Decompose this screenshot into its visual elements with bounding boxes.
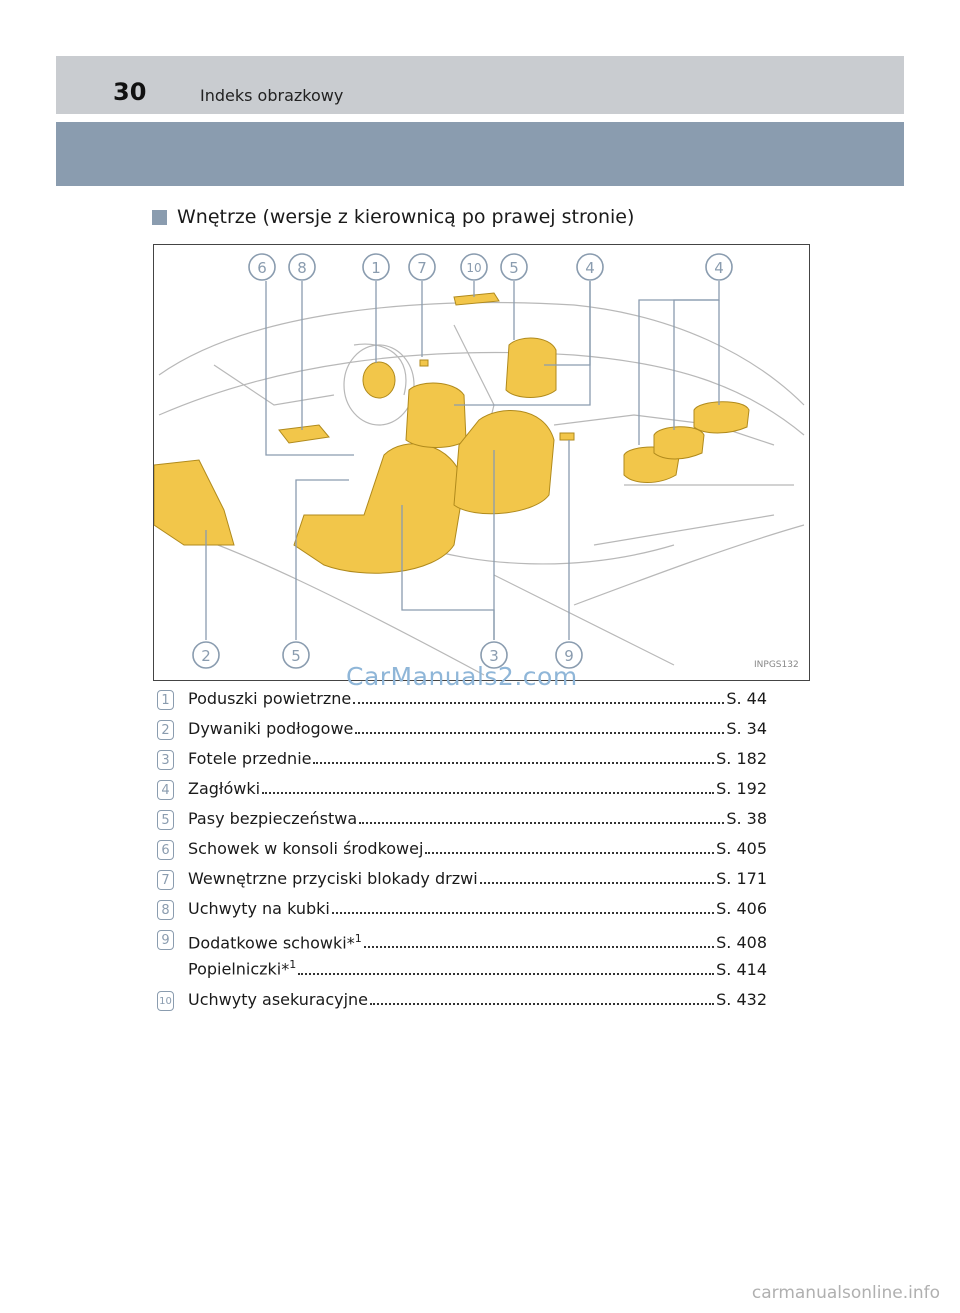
dot-leader — [353, 702, 724, 704]
index-entry — [157, 778, 767, 800]
index-entry — [157, 718, 767, 740]
entry-label: Popielniczki*$^1$ — [188, 958, 297, 979]
footnote-marker: 1 — [354, 932, 362, 945]
interior-diagram — [154, 245, 809, 680]
number-badge: 2 — [157, 720, 174, 740]
number-badge: 3 — [157, 750, 174, 770]
dot-leader — [364, 946, 714, 948]
footnote-marker: 1 — [289, 958, 297, 972]
rear-headrest-right — [694, 402, 749, 433]
title-band — [56, 122, 904, 186]
passenger-headrest-shape — [506, 338, 556, 397]
airbag-shape — [363, 362, 395, 398]
driver-seat-shape — [294, 444, 464, 573]
number-badge: 6 — [157, 840, 174, 860]
index-entry — [157, 868, 767, 890]
number-badge: 8 — [157, 900, 174, 920]
page-reference-link[interactable]: S. 414 — [716, 959, 767, 979]
index-entry — [157, 748, 767, 770]
page-number: 30 — [113, 78, 147, 106]
entry-label: Dodatkowe schowki*$^1$ — [188, 932, 362, 953]
dot-leader — [313, 762, 714, 764]
section-name: Indeks obrazkowy — [200, 86, 344, 105]
index-line — [188, 954, 767, 980]
dot-leader — [298, 973, 714, 975]
entry-label: Zagłówki — [188, 779, 261, 798]
index-line — [188, 898, 767, 920]
index-entry — [157, 928, 767, 981]
callout-top: 10 — [466, 261, 482, 275]
assist-grip-shape — [454, 293, 499, 305]
page-reference-link[interactable]: S. 44 — [726, 689, 767, 708]
page-reference-link[interactable]: S. 38 — [726, 809, 767, 828]
entry-label: Dywaniki podłogowe — [188, 719, 354, 738]
entry-label: Schowek w konsoli środkowej — [188, 839, 424, 858]
callout-top: 4 — [714, 259, 724, 277]
number-badge: 5 — [157, 810, 174, 830]
entry-label: Uchwyty asekuracyjne — [188, 989, 369, 1009]
page-reference-link[interactable]: S. 405 — [716, 839, 767, 858]
index-line — [188, 688, 767, 710]
index-line — [188, 928, 767, 954]
door-lock-shape — [420, 360, 428, 366]
page-reference-link[interactable]: S. 182 — [716, 749, 767, 768]
callout-top: 7 — [417, 259, 427, 277]
number-badge: 4 — [157, 780, 174, 800]
page-reference-link[interactable]: S. 406 — [716, 899, 767, 918]
dot-leader — [355, 732, 724, 734]
index-entry — [157, 808, 767, 830]
callout-top: 5 — [509, 259, 519, 277]
dot-leader — [332, 912, 714, 914]
dot-leader — [359, 822, 724, 824]
dot-leader — [480, 882, 714, 884]
page-reference-link[interactable]: S. 432 — [716, 989, 767, 1009]
entry-label: Wewnętrzne przyciski blokady drzwi — [188, 869, 478, 888]
section-heading-text: Wnętrze (wersje z kierownicą po prawej stronie) — [177, 206, 635, 228]
entry-label: Poduszki powietrzne — [188, 689, 352, 708]
callout-bottom: 3 — [489, 647, 499, 665]
entry-label: Uchwyty na kubki — [188, 899, 330, 918]
passenger-seat-shape — [454, 410, 554, 513]
dot-leader — [425, 852, 714, 854]
index-line — [188, 868, 767, 890]
number-badge: 9 — [157, 930, 174, 950]
dot-leader — [370, 1003, 714, 1005]
index-line — [188, 718, 767, 740]
section-heading — [152, 202, 634, 232]
figure-code: INPGS132 — [754, 660, 799, 670]
footer-site-watermark: carmanualsonline.info — [751, 1283, 940, 1303]
extra-storage-shape — [560, 433, 574, 440]
number-badge: 10 — [157, 991, 174, 1011]
index-entry — [157, 838, 767, 860]
interior-illustration — [153, 244, 810, 681]
callout-top: 6 — [257, 259, 267, 277]
callouts-top — [249, 254, 732, 280]
entry-label: Fotele przednie — [188, 749, 312, 768]
index-line — [188, 778, 767, 800]
index-entry — [157, 898, 767, 920]
watermark: CarManuals2.com — [346, 662, 578, 691]
index-line — [188, 808, 767, 830]
callout-bottom: 9 — [564, 647, 574, 665]
callout-bottom: 5 — [291, 647, 301, 665]
index-list — [157, 688, 767, 1019]
page-reference-link[interactable]: S. 192 — [716, 779, 767, 798]
header-band — [56, 56, 904, 114]
index-entry — [157, 989, 767, 1011]
callout-bottom: 2 — [201, 647, 211, 665]
entry-label: Pasy bezpieczeństwa — [188, 809, 358, 828]
number-badge: 7 — [157, 870, 174, 890]
square-bullet-icon — [152, 210, 167, 225]
console-box-shape — [279, 425, 329, 443]
callout-top: 1 — [371, 259, 381, 277]
callout-top: 4 — [585, 259, 595, 277]
driver-headrest-shape — [406, 383, 466, 447]
index-entry — [157, 688, 767, 710]
rear-headrest-middle — [654, 427, 704, 459]
floor-mat-shape — [154, 460, 234, 545]
page-reference-link[interactable]: S. 408 — [716, 933, 767, 953]
dot-leader — [262, 792, 714, 794]
number-badge: 1 — [157, 690, 174, 710]
page-reference-link[interactable]: S. 171 — [716, 869, 767, 888]
index-line — [188, 748, 767, 770]
index-line — [188, 838, 767, 860]
page-reference-link[interactable]: S. 34 — [726, 719, 767, 738]
callout-top: 8 — [297, 259, 307, 277]
index-line — [188, 989, 767, 1011]
